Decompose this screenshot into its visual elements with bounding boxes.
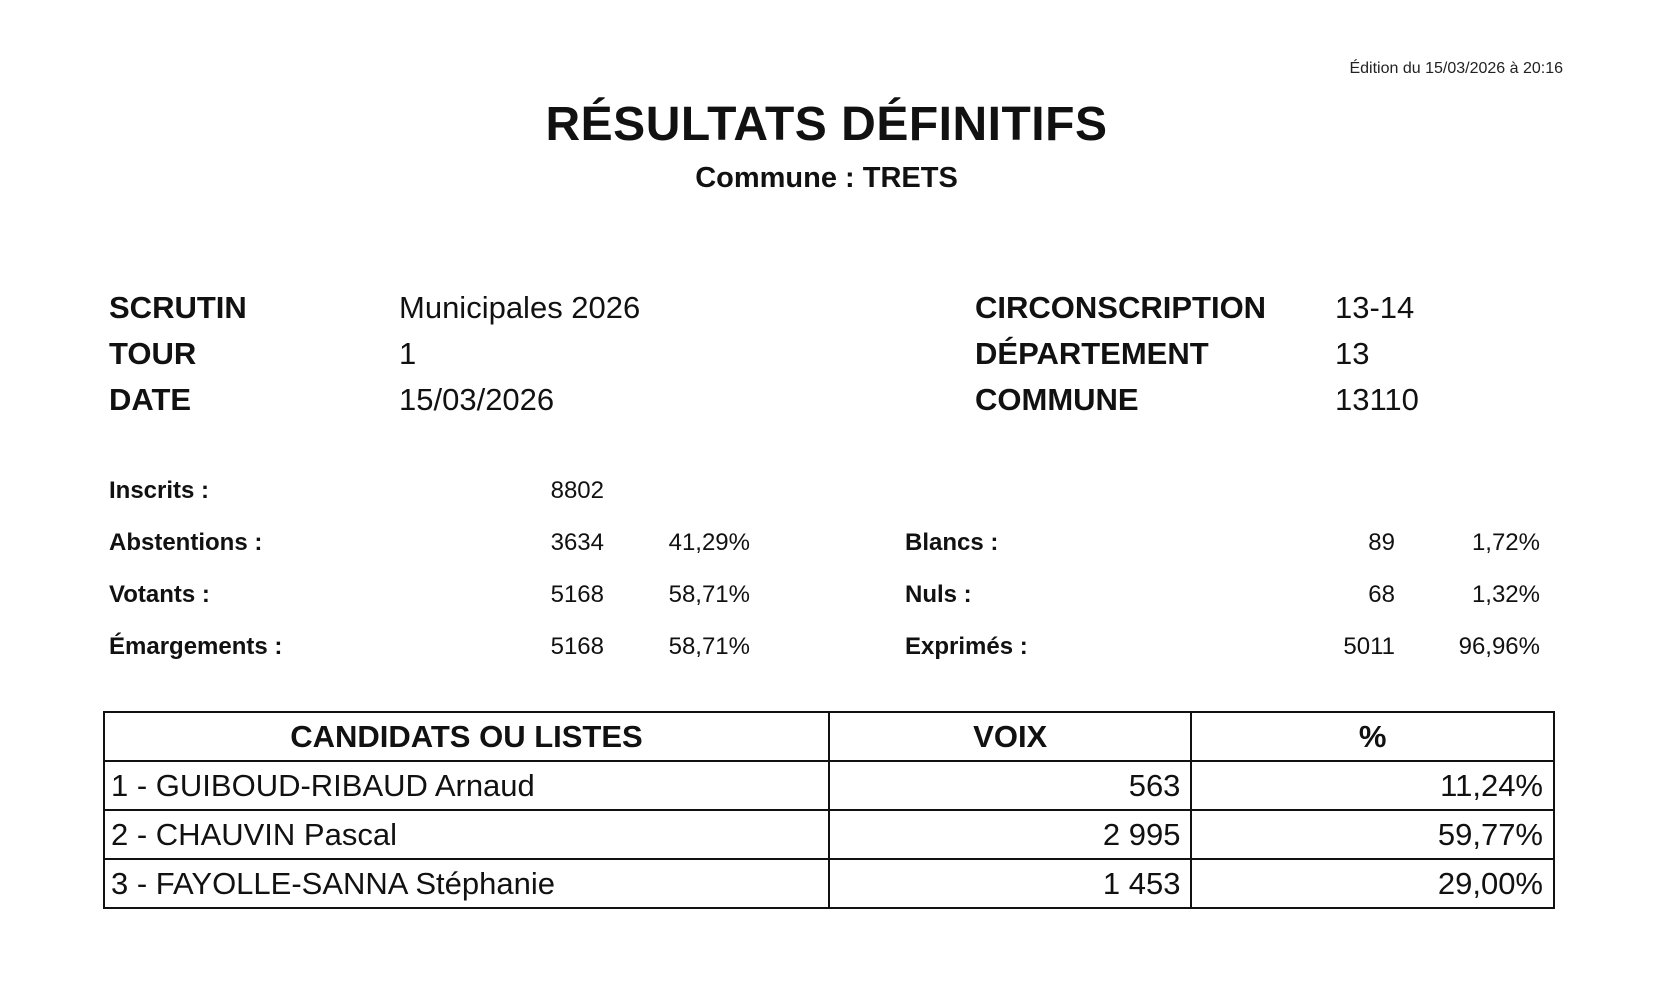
info-value: 13 <box>1335 336 1370 371</box>
info-row-circonscription <box>975 285 1419 331</box>
candidate-votes: 2 995 <box>829 810 1191 859</box>
info-value: 1 <box>399 336 417 371</box>
info-row-tour <box>109 331 640 377</box>
column-header-percent: % <box>1191 712 1554 761</box>
info-label: DÉPARTEMENT <box>975 336 1209 371</box>
info-label: CIRCONSCRIPTION <box>975 290 1267 325</box>
column-header-voix: VOIX <box>829 712 1191 761</box>
stat-percent: 58,71% <box>668 633 750 660</box>
stat-label: Nuls : <box>905 581 972 608</box>
table-row <box>104 761 1554 810</box>
info-value: 13110 <box>1335 382 1419 417</box>
candidate-name: 1 - GUIBOUD-RIBAUD Arnaud <box>104 761 829 810</box>
info-row-scrutin <box>109 285 640 331</box>
stat-value: 5168 <box>550 581 604 608</box>
stat-row-exprimes <box>905 621 1540 673</box>
stat-row-emargements <box>109 621 750 673</box>
stat-value: 8802 <box>550 477 604 504</box>
turnout-stats <box>109 465 750 673</box>
stat-label: Inscrits : <box>109 477 210 504</box>
stat-percent: 41,29% <box>668 529 750 556</box>
page-title: RÉSULTATS DÉFINITIFS <box>545 98 1108 151</box>
candidate-percent: 29,00% <box>1191 859 1554 908</box>
stat-row-votants <box>109 569 750 621</box>
candidate-votes: 1 453 <box>829 859 1191 908</box>
info-label: SCRUTIN <box>109 290 247 325</box>
info-value: Municipales 2026 <box>399 290 641 325</box>
table-row <box>104 810 1554 859</box>
info-label: DATE <box>109 382 192 417</box>
stat-percent: 96,96% <box>1458 633 1540 660</box>
candidate-votes: 563 <box>829 761 1191 810</box>
stat-row-nuls <box>905 569 1540 621</box>
column-header-candidats: CANDIDATS OU LISTES <box>104 712 829 761</box>
page-subtitle: Commune : TRETS <box>695 162 958 194</box>
stat-value: 89 <box>1368 529 1395 556</box>
stat-value: 3634 <box>550 529 604 556</box>
stat-label: Abstentions : <box>109 529 263 556</box>
candidate-name: 3 - FAYOLLE-SANNA Stéphanie <box>104 859 829 908</box>
candidate-name: 2 - CHAUVIN Pascal <box>104 810 829 859</box>
table-header-row <box>104 712 1554 761</box>
stat-percent: 1,72% <box>1471 529 1540 556</box>
election-info-right <box>975 285 1419 423</box>
stat-value: 68 <box>1368 581 1395 608</box>
edition-timestamp: Édition du 15/03/2026 à 20:16 <box>1349 60 1563 77</box>
stat-value: 5011 <box>1343 633 1395 660</box>
stat-row-abstentions <box>109 517 750 569</box>
stat-label: Blancs : <box>905 529 999 556</box>
ballot-stats <box>905 517 1540 673</box>
stat-row-blancs <box>905 517 1540 569</box>
info-label: TOUR <box>109 336 197 371</box>
info-value: 15/03/2026 <box>399 382 555 417</box>
stat-row-inscrits <box>109 465 750 517</box>
stat-percent: 1,32% <box>1471 581 1540 608</box>
info-row-date <box>109 377 640 423</box>
info-row-departement <box>975 331 1419 377</box>
info-row-commune <box>975 377 1419 423</box>
stat-label: Votants : <box>109 581 210 608</box>
stat-label: Exprimés : <box>905 633 1028 660</box>
table-row <box>104 859 1554 908</box>
candidate-percent: 11,24% <box>1191 761 1554 810</box>
election-info-left <box>109 285 640 423</box>
results-table <box>103 711 1555 909</box>
stat-value: 5168 <box>550 633 604 660</box>
stat-percent: 58,71% <box>668 581 750 608</box>
stat-label: Émargements : <box>109 633 283 660</box>
info-label: COMMUNE <box>975 382 1139 417</box>
info-value: 13-14 <box>1335 290 1415 325</box>
candidate-percent: 59,77% <box>1191 810 1554 859</box>
